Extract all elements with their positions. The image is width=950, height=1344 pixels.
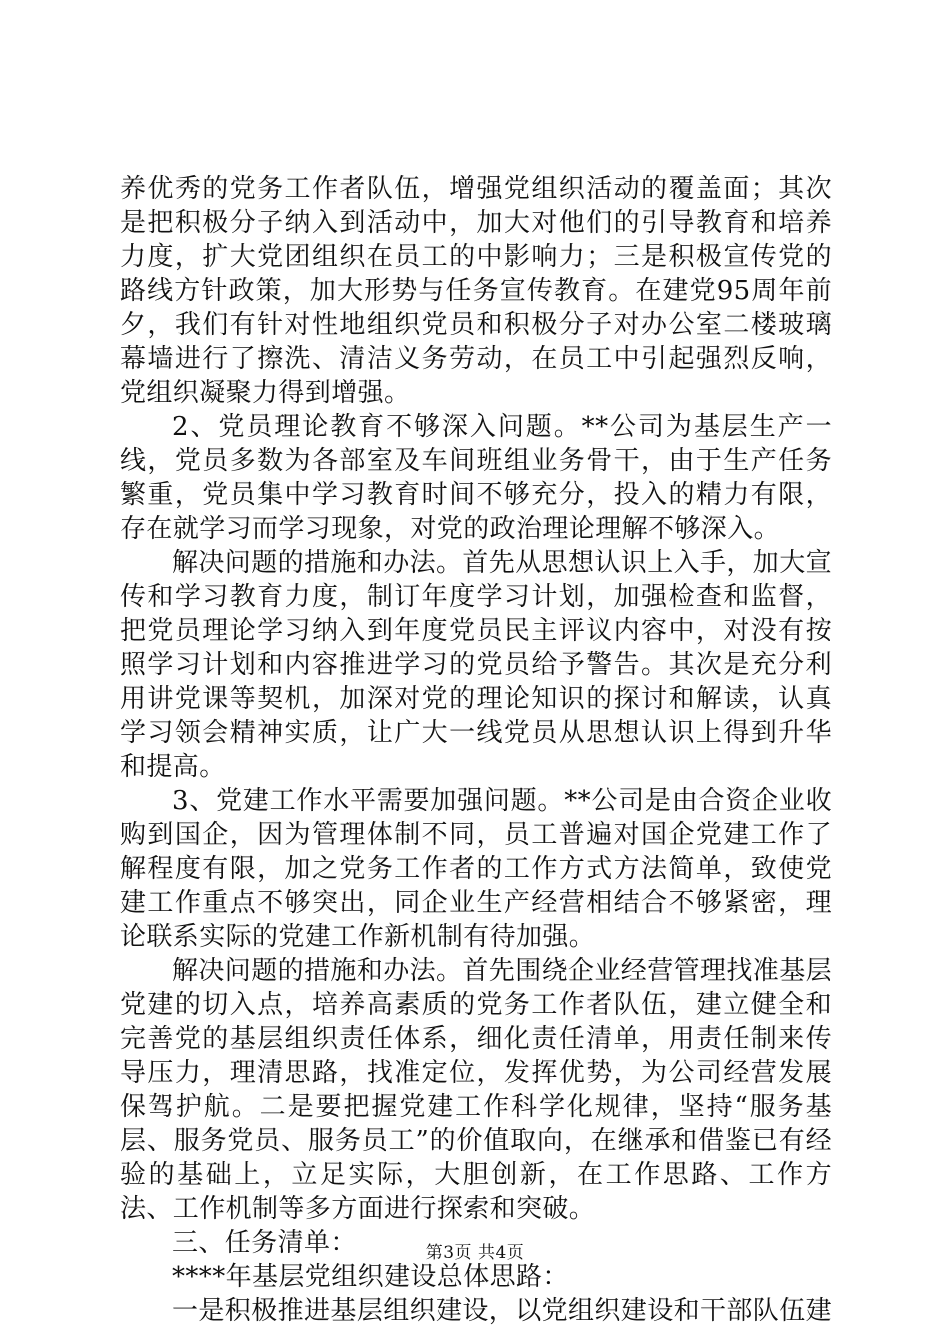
paragraph-issue-2: 2、党员理论教育不够深入问题。**公司为基层生产一线，党员多数为各部室及车间班组业务骨干，由于生产任务繁重，党员集中学习教育时间不够充分，投入的精力有限，存在就学习而学习现象，对党的政治理论理解不够深入。: [120, 412, 832, 544]
paragraph-point-1: 一是积极推进基层组织建设，以党组织建设和干部队伍建: [172, 1296, 833, 1326]
document-body: [120, 172, 832, 1328]
page-footer: 第3页 共4页: [425, 1243, 525, 1263]
section-heading-task-list: 三、任务清单：: [172, 1228, 357, 1258]
paragraph-solution-3: 解决问题的措施和办法。首先围绕企业经营管理找准基层党建的切入点，培养高素质的党务工作者队伍，建立健全和完善党的基层组织责任体系，细化责任清单，用责任制来传导压力，理清思路，找准定位，发挥优势，为公司经营发展保驾护航。二是要把握党建工作科学化规律，坚持“服务基层、服务党员、服务员工”的价值取向，在继承和借鉴已有经验的基础上，立足实际，大胆创新，在工作思路、工作方法、工作机制等多方面进行探索和突破。: [120, 956, 833, 1224]
paragraph-issue-3: 3、党建工作水平需要加强问题。**公司是由合资企业收购到国企，因为管理体制不同，员工普遍对国企党建工作了解程度有限，加之党务工作者的工作方式方法简单，致使党建工作重点不够突出，同企业生产经营相结合不够紧密，理论联系实际的党建工作新机制有待加强。: [120, 786, 832, 952]
paragraph-continuation: 养优秀的党务工作者队伍，增强党组织活动的覆盖面；其次是把积极分子纳入到活动中，加大对他们的引导教育和培养力度，扩大党团组织在员工的中影响力；三是积极宣传党的路线方针政策，加大形势与任务宣传教育。在建党95周年前夕，我们有针对性地组织党员和积极分子对办公室二楼玻璃幕墙进行了擦洗、清洁义务劳动，在员工中引起强烈反响，党组织凝聚力得到增强。: [120, 174, 832, 408]
paragraph-overall-approach: ****年基层党组织建设总体思路：: [172, 1262, 569, 1292]
paragraph-solution-2: 解决问题的措施和办法。首先从思想认识上入手，加大宣传和学习教育力度，制订年度学习计划，加强检查和监督，把党员理论学习纳入到年度党员民主评议内容中，对没有按照学习计划和内容推进学习的党员给予警告。其次是充分利用讲党课等契机，加深对党的理论知识的探讨和解读，认真学习领会精神实质，让广大一线党员从思想认识上得到升华和提高。: [120, 548, 833, 782]
